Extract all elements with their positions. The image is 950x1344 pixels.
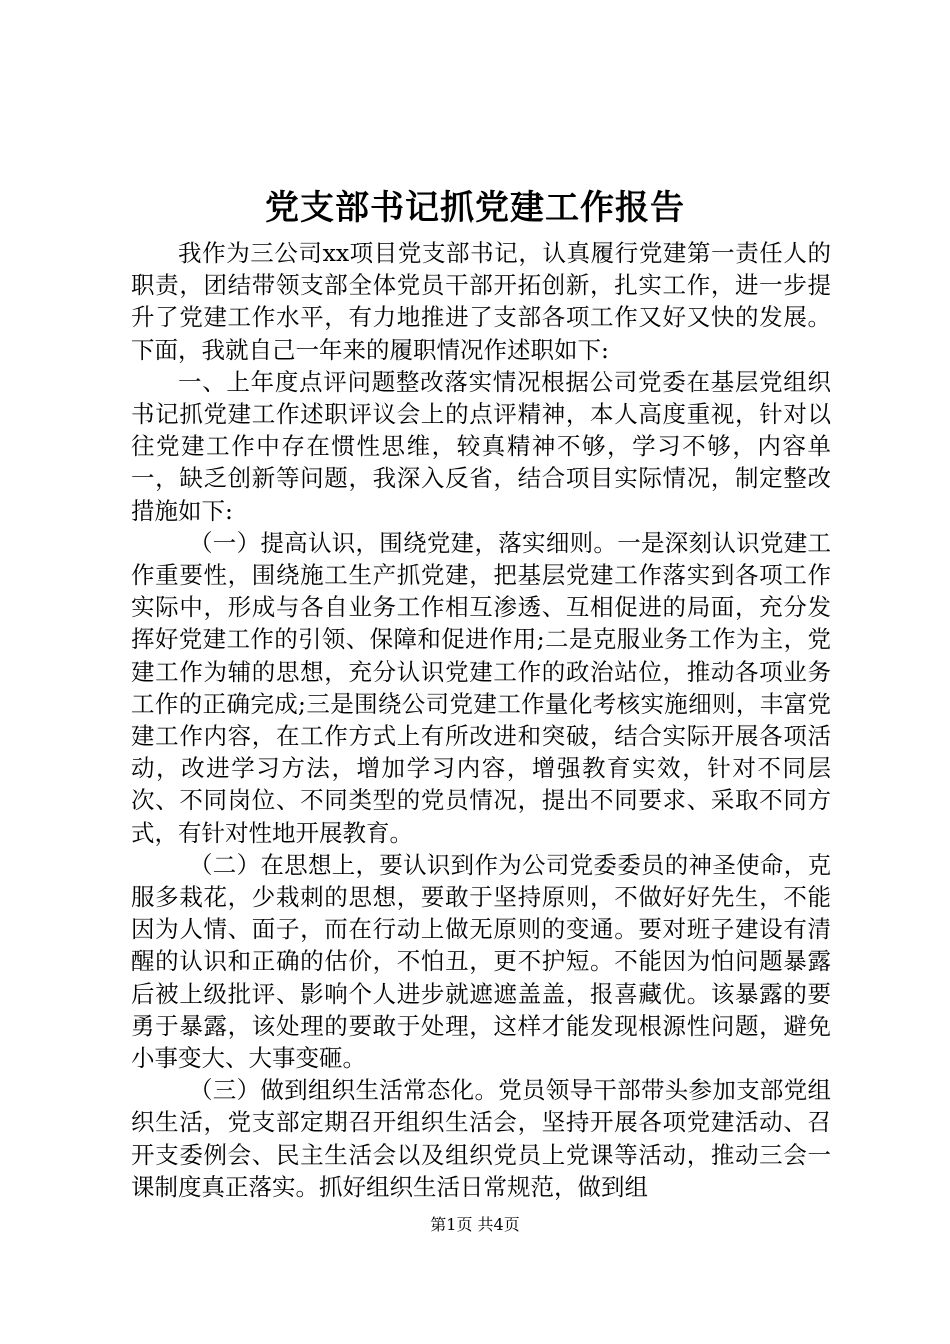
paragraph-item-2: （二）在思想上，要认识到作为公司党委委员的神圣使命，克服多栽花，少栽刺的思想，要敢于坚持原则，不做好好先生，不能因为人情、面子，而在行动上做无原则的变通。要对班子建设有清醒的认识和正确的估价，不怕丑，更不护短。不能因为怕问题暴露后被上级批评、影响个人进步就遮遮盖盖，报喜藏优。该暴露的要勇于暴露，该处理的要敢于处理，这样才能发现根源性问题，避免小事变大、大事变砸。 xyxy=(131,850,831,1073)
document-body xyxy=(131,237,831,1203)
page-number-footer: 第1页 共4页 xyxy=(430,1215,520,1234)
paragraph-item-3: （三）做到组织生活常态化。党员领导干部带头参加支部党组织生活，党支部定期召开组织生活会，坚持开展各项党建活动、召开支委例会、民主生活会以及组织党员上党课等活动，推动三会一课制度真正落实。抓好组织生活日常规范，做到组 xyxy=(131,1076,831,1201)
document-title: 党支部书记抓党建工作报告 xyxy=(265,188,685,228)
paragraph-intro: 我作为三公司xx项目党支部书记，认真履行党建第一责任人的职责，团结带领支部全体党员干部开拓创新，扎实工作，进一步提升了党建工作水平，有力地推进了支部各项工作又好又快的发展。下面，我就自己一年来的履职情况作述职如下: xyxy=(131,239,831,364)
paragraph-section-1: 一、上年度点评问题整改落实情况根据公司党委在基层党组织书记抓党建工作述职评议会上的点评精神，本人高度重视，针对以往党建工作中存在惯性思维，较真精神不够，学习不够，内容单一，缺乏创新等问题，我深入反省，结合项目实际情况，制定整改措施如下: xyxy=(131,367,831,525)
paragraph-item-1: （一）提高认识，围绕党建，落实细则。一是深刻认识党建工作重要性，围绕施工生产抓党建，把基层党建工作落实到各项工作实际中，形成与各自业务工作相互渗透、互相促进的局面，充分发挥好党建工作的引领、保障和促进作用;二是克服业务工作为主，党建工作为辅的思想，充分认识党建工作的政治站位，推动各项业务工作的正确完成;三是围绕公司党建工作量化考核实施细则，丰富党建工作内容，在工作方式上有所改进和突破，结合实际开展各项活动，改进学习方法，增加学习内容，增强教育实效，针对不同层次、不同岗位、不同类型的党员情况，提出不同要求、采取不同方式，有针对性地开展教育。 xyxy=(131,528,831,847)
